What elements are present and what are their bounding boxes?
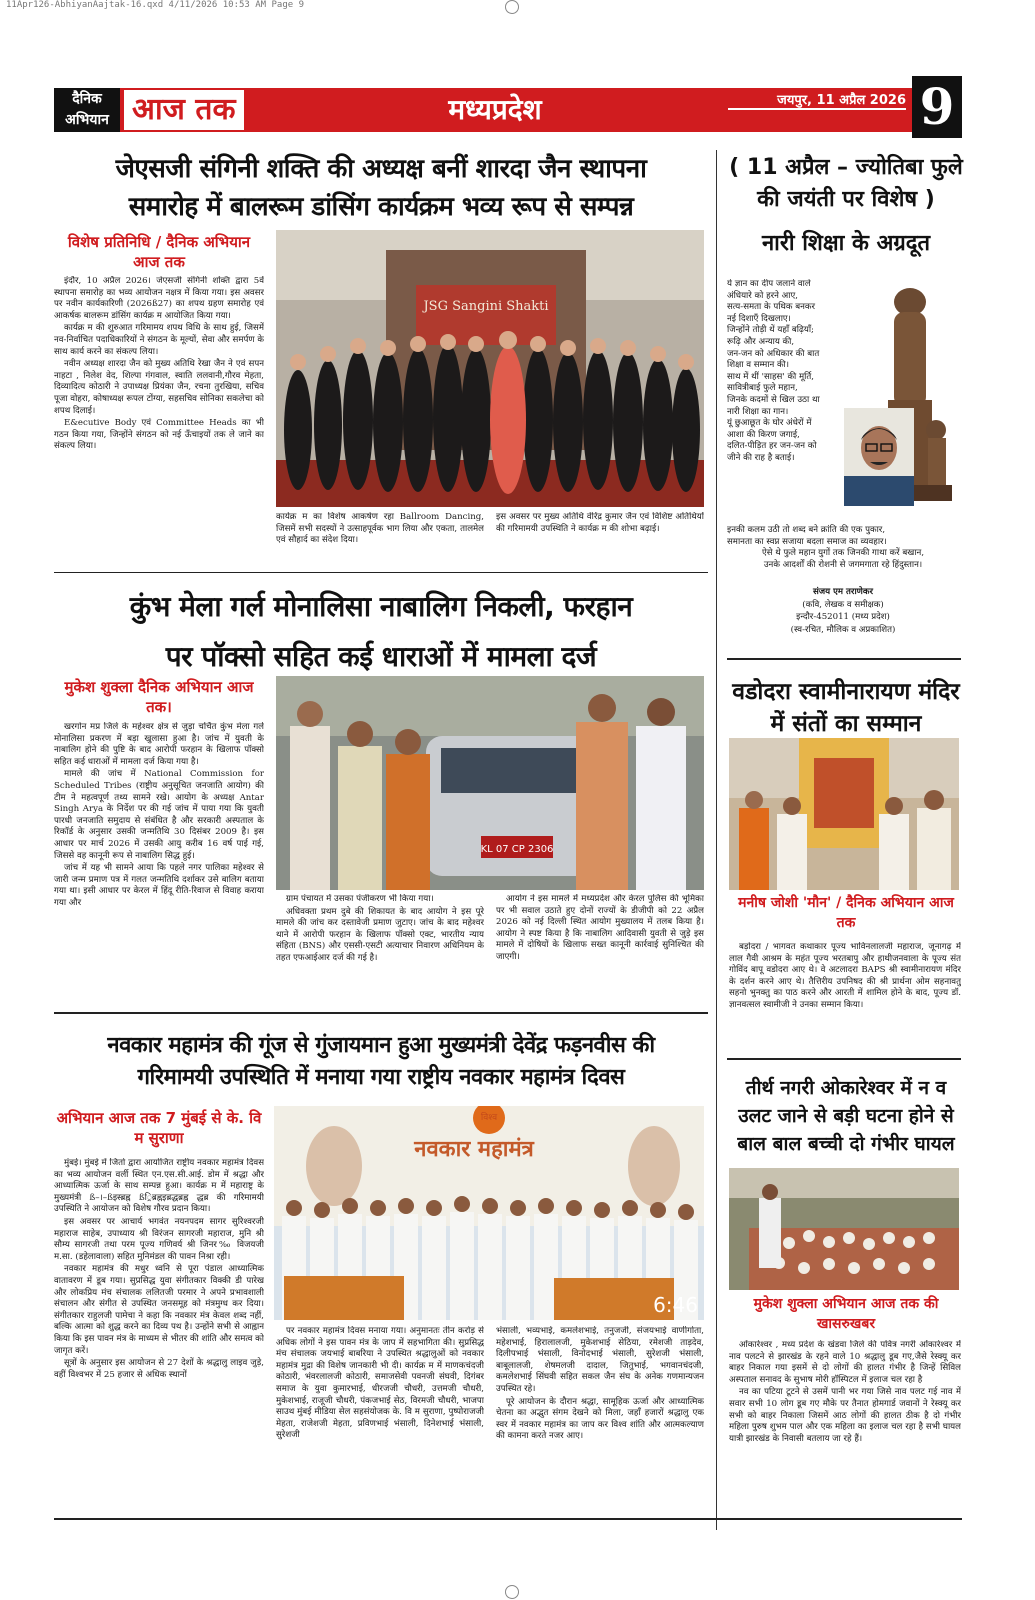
poem-line: शिक्षा व सम्मान की। (727, 360, 790, 371)
side3-headline: तीर्थ नगरी ओकारेश्वर में न व उलट जाने से बड़ी घटना होने से बाल बाल बच्ची दो गंभीर घायल (737, 1077, 955, 1155)
story3-col3-para-1: भंसाली, भव्यभाई, कमलेशभाई, तनुजजी, संजयभाई वाणीगोता, महेशभाई, हिरालालजी, मुकेशभाई सेठिया, रमेशजी ताड़देव, दिलीपभाई भंसाली, विनोदभाई भंसाली, सुरेशजी भंसाली, बाबूलालजी, शेषमलजी दादाल, जितुभाई, भगवानचंदजी, कमलेशभाई सिंघवी सहित सकल जैन संघ के अनेक गणमान्यजन उपस्थित रहे। (496, 1326, 704, 1394)
poem-line: जन-जन को अधिकार की बात (727, 348, 820, 359)
print-slug: 11Apr126-AbhiyanAajtak-16.qxd 4/11/2026 10:53 AM Page 9 (6, 0, 305, 10)
side3-para-1: ओंकारेश्वर , मध्य प्रदेश के खंडवा जिले की पवित्र नगरी ओंकारेश्वर में नाव पलटने से झारखंड के रहने वाले 10 श्रद्धालु डूब गए,जैसे रेस्क्यू कर बाहर निकाल गया इसमें से दो लोगों की हालत गंभीर है जिन्हें सिविल अस्पताल सनावद के सुभाष मोरी हॉस्पिटल में इलाज चल रहा है (729, 1340, 961, 1385)
story-divider-2 (54, 1012, 708, 1014)
story1-headline-line2: समारोह में बालरूम डांसिंग कार्यक्रम भव्य रूप से सम्पन्न (128, 192, 634, 222)
registration-mark-top (505, 0, 519, 14)
side2-byline: मनीष जोशी 'मौन' / दैनिक अभियान आज तक (738, 895, 954, 931)
story2-byline: मुकेश शुक्ला दैनिक अभियान आज तक। (64, 678, 254, 716)
story3-col3-para-2: पूरे आयोजन के दौरान श्रद्धा, सामूहिक ऊर्जा और आध्यात्मिक चेतना का अद्भुत संगम देखने को मिला, जहाँ हजारों श्रद्धालु एक स्वर में नवकार महामंत्र का जाप कर विश्व शांति और आत्मकल्याण की कामना करते नजर आए। (496, 1396, 704, 1442)
story2-body (54, 722, 264, 1004)
registration-mark-bottom (505, 1585, 519, 1599)
poem-line: साथ में थीं 'साहस' की मूर्ति, (727, 371, 814, 382)
story1-para-4: E&ecutive Body एवं Committee Heads का भी गठन किया गया, जिन्होंने संगठन को नई ऊँचाइयों तक ले जाने का संकल्प लिया। (54, 418, 264, 452)
story1-headline-line1: जेएसजी संगिनी शक्ति की अध्यक्ष बनीं शारदा जैन स्थापना (115, 154, 647, 184)
banner-main-text: नवकार महामंत्र (414, 1137, 534, 1162)
bottom-rule (54, 1518, 962, 1520)
poem-line: यूं छुआछूत के घोर अंधेरों में (727, 418, 812, 429)
story2-photo (276, 676, 704, 890)
story2-para-1: खरगोन मप्र जिले के महेश्वर क्षेत्र से जुड़ा चर्चित कुंभ मेला गर्ल मोनालिसा प्रकरण में बड़ा खुलासा हुआ है। जांच में युवती के नाबालिग होने की पुष्टि के बाद आरोपी फरहान के खिलाफ पॉक्सो सहित कई धाराओं में मामला दर्ज किया गया है। (54, 722, 264, 767)
author-photo (844, 408, 914, 506)
story2-headline (54, 582, 708, 682)
story1-caption-1: कार्यक्र म का विशेष आकर्षण रहा Ballroom Dancing, जिसमें सभी सदस्यों ने उत्साहपूर्वक भाग लिया और एकता, तालमेल एवं सौहार्द का संदेश दिया। (276, 512, 484, 546)
author-note: (स्व-रचित, मौलिक व अप्रकाशित) (790, 624, 896, 635)
story2-col3-para-1: आयोग ने इस मामले में मध्यप्रदेश और केरल पुलिस की भूमिका पर भी सवाल उठाते हुए दोनों राज्यों के डीजीपी को 22 अप्रैल 2026 को नई दिल्ली स्थित आयोग मुख्यालय में तलब किया है। आयोग ने स्पष्ट किया है कि नाबालिग आदिवासी युवती से जुड़े इस मामले में दोषियों के खिलाफ सख्त कानूनी कार्रवाई सुनिश्चित की जाएगी। (496, 894, 704, 962)
video-timestamp: 6:46 (653, 1293, 698, 1317)
poem-line: जिन्होंने तोड़ी थें यहाँ बढ़ियाँ; (727, 325, 814, 336)
story2-para-2: मामले की जांच में National Commission for Scheduled Tribes (राष्ट्रीय अनुसूचित जनजाति आयोग) की टीम ने महत्वपूर्ण तथ्य सामने रखे। आयोग के अध्यक्ष Antar Singh Arya के निर्देश पर की गई जांच में पाया गया कि युवती पारधी जनजाति समुदाय से संबंधित है और सरकारी अस्पताल के रिकॉर्ड के अनुसार उसकी जन्मतिथि 30 दिसंबर 2009 है। इस आधार पर मार्च 2026 में उसकी आयु करीब 16 वर्ष पाई गई, जिससे वह कानूनी रूप से नाबालिग सिद्ध हुई। (54, 769, 264, 861)
brand-small-logo (54, 88, 120, 132)
story3-para-4: सूत्रों के अनुसार इस आयोजन से 27 देशों के श्रद्धालु लाइव जुड़े, वहीं विश्वभर में 25 हजार से अधिक स्थानों (54, 1358, 264, 1380)
poem-line: इनकी कलम उठी तो शब्द बने क्रांति की एक पुकार, (727, 525, 886, 535)
poem-line: जीने की राह है बताई। (727, 452, 795, 463)
story3-headline (54, 1030, 708, 1094)
story1-photo (276, 230, 704, 507)
side2-photo (729, 738, 959, 890)
poem-line: समानता का स्वप्न सजाया बदला समाज का व्यवहार। (727, 536, 887, 547)
story3-body (54, 1158, 264, 1514)
story2-col3 (496, 894, 704, 1004)
story3-para-1: मुंबई। मुंबई में जितो द्वारा आयोजित राष्ट्रीय नवकार महामंत्र दिवस का भव्य आयोजन वर्ली स्थित एन.एस.सी.आई. डोम में श्रद्धा और आध्यात्मिक ऊर्जा के साथ सम्पन्न हुआ। कार्यक्र म में महाराष्ट्र के मुख्यमंत्री ß–।–ßइस्ब्रह्न ß्रिब्रह्नइब्रद्धब्रह्न द्धब्र की गरिमामयी उपस्थिति ने आयोजन को विशेष गौरव प्रदान किया। (54, 1158, 264, 1215)
poem-line: नारी शिक्षा का गान। (727, 406, 789, 417)
story3-byline: अभियान आज तक 7 मुंबई से के. वि म सुराणा (56, 1109, 262, 1147)
poem-line: सत्य-समता के पथिक बनकर (727, 302, 816, 313)
author-role: (कवि, लेखक व समीक्षक) (802, 599, 884, 610)
poem-line: जिनके कदमों से खिल उठा था (727, 394, 820, 405)
side-divider-2 (727, 1058, 961, 1060)
poem-line: दलित-पीड़ित हर जन-जन को (727, 441, 817, 452)
story2-para-3: जांच में यह भी सामने आया कि पहले नगर पालिका महेश्वर से जारी जन्म प्रमाण पत्र में गलत जन्मतिथि दर्शाकर उसे बालिग बताया गया था। इसी आधार पर केरल में हिंदू रीति-रिवाज से विवाह कराया गया और (54, 863, 264, 908)
dateline: जयपुर, 11 अप्रैल 2026 (728, 92, 906, 110)
story-divider-1 (54, 572, 708, 573)
story1-headline (54, 150, 708, 226)
brand-main-logo: आज तक (124, 90, 244, 130)
side1-poem (727, 279, 845, 465)
side1-headline-1: ( 11 अप्रैल – ज्योतिबा फुले की जयंती पर विशेष ) (729, 155, 963, 212)
side1-headline-2: नारी शिक्षा के अग्रदूत (761, 231, 931, 256)
story1-body (54, 276, 264, 552)
story2-headline-line2: पर पॉक्सो सहित कई धाराओं में मामला दर्ज (165, 640, 597, 673)
story2-col2 (276, 894, 484, 1004)
page-number: 9 (912, 76, 962, 138)
story3-headline-line2: गरिमामयी उपस्थिति में मनाया गया राष्ट्रीय नवकार महामंत्र दिवस (137, 1065, 625, 1090)
brand-bottom: अभियान (65, 112, 109, 128)
story3-headline-line1: नवकार महामंत्र की गूंज से गुंजायमान हुआ मुख्यमंत्री देवेंद्र फड़नवीस की (107, 1033, 655, 1058)
author-city: इन्दौर-452011 (मध्य प्रदेश) (796, 612, 890, 622)
poem-line: आशा की किरण जगाई, (727, 429, 800, 440)
brand-top: दैनिक (72, 91, 102, 107)
photo-banner-text: JSG Sangini Shakti (423, 299, 549, 314)
story1-byline: विशेष प्रतिनिधि / दैनिक अभियान आज तक (67, 233, 251, 271)
story1-caption-2: इस अवसर पर मुख्य अतिथि वीरेंद्र कुमार जैन एवं विशिष्ट अतिथियों की गरिमामयी उपस्थिति ने कार्यक्र म की शोभा बढ़ाई। (496, 512, 704, 534)
poem-line: ऐसे थे फुले महान युगों तक जिनकी गाथा करें बखान, (761, 548, 925, 559)
story1-para-1: इंदौर, 10 अप्रैल 2026। जेएसजी संगिनी शक्ति द्वारा 5वें स्थापना समारोह का भव्य आयोजन नक्षत्र में किया गया। इस अवसर पर नवीन कार्यकारिणी (2026ß27) का शपथ ग्रहण समारोह एवं आकर्षक बालरूम डांसिंग कार्यक्र म आयोजित किया गया। (54, 276, 264, 321)
side3-para-2: नव का पटिया टूटने से उसमें पानी भर गया जिसे नाव पलट गई नाव में सवार सभी 10 लोग डूब गए मौके पर तैनात होमगार्ड जवानों ने रेस्क्यू कर सभी को बाहर निकाला जिसमें आठ लोगों की हालत ठीक है दो गंभीर महिला पुरुष शुभम पाल और एक महिला का इलाज चल रहा है सभी घायल यात्री झारखंड के निवासी बतलाय जा रहे हैं। (729, 1387, 961, 1444)
story2-col2-para-2: अधिवक्ता प्रथम दुबे की शिकायत के बाद आयोग ने इस पूरे मामले की जांच कर दस्तावेजी प्रमाण जुटाए। जांच के बाद महेश्वर थाने में आरोपी फरहान के खिलाफ पॉक्सो एक्ट, भारतीय न्याय संहिता (BNS) और एससी-एसटी अत्याचार निवारण अधिनियम के तहत एफआईआर दर्ज की गई है। (276, 906, 484, 963)
author-name: संजय एम तराणेकर (812, 587, 873, 597)
poem-line: उनके आदर्शों की रोशनी से जगमगाता रहे हिंदुस्तान। (763, 559, 923, 570)
author-signature (727, 586, 959, 636)
story1-para-3: नवीन अध्यक्ष शारदा जैन को मुख्य अतिथि रेखा जैन ने एवं सपन नाहटा , निलेश वेद, शिल्पा गंगवाल, स्वाति ललवानी,गौरव मेहता, दिव्यादित्य कोठारी ने उपाध्यक्ष प्रियंका जैन, रचना तुरखिया, सचिव पूजा वोहरा, कोषाध्यक्ष रूपल टोंग्या, सहसचिव सोनिका सकलेचा को शपथ दिलाई। (54, 359, 264, 416)
banner-top-text: विश्व (480, 1113, 498, 1123)
side2-body (729, 942, 961, 1048)
plate-text: KL 07 CP 2306 (480, 844, 554, 855)
story3-col2 (276, 1326, 484, 1514)
story3-col2-para: पर नवकार महामंत्र दिवस मनाया गया। अनुमानतः तीन करोड़ से अधिक लोगों ने इस पावन मंत्र के जाप में सहभागिता की। सुप्रसिद्ध मंच संचालक जयभाई बाबरिया ने उपस्थित श्रद्धालुओं को नवकार महामंत्र मुद्रा की विशेष जानकारी भी दी। कार्यक्र म में माणकचंदजी कोठारी, भंवरलालजी कोठारी, समाजसेवी पवनजी संघवी, दिगंबर समाज के युवा कुमारभाई, धीरजजी चौधरी, उत्तमजी चौधरी, मुकेशभाई, राजूजी चौधरी, पंकजभाई सेठ, विरमजी चौधरी, भाजपा साउथ मुंबई मीडिया सेल सहसंयोजक के. वि म सुराणा, पुष्पोराजजी मेहता, राजेशजी मेहता, प्रविणभाई भंसाली, दिनेशभाई भंसाली, सुरेशजी (276, 1326, 484, 1441)
side3-photo (729, 1168, 959, 1290)
section-label: मध्यप्रदेश (448, 93, 542, 126)
story3-photo (274, 1106, 704, 1320)
poem-line: अंधियारे को हरने आए, (727, 290, 798, 301)
side2-para: बड़ोदरा / भागवत कथाकार पूज्य भाविनलालजी महाराज, जूनागढ़ में लाल गैवी आश्रम के महंत पूज्य भरतबापु और हाथीजनवाला के पूज्य संत गोविंद बापू वडोदरा आए थे। वे अटलादरा BAPS श्री स्वामीनारायण मंदिर के दर्शन करने आए थे। तैत्तिरीय उपनिषद की श्री प्रार्थना ओम सहनावतु सहनो भुनक्तु का पाठ करने और आरती में शामिल होने के बाद, पूज्य डॉ. ज्ञानवत्सल स्वामीजी ने उनका सम्मान किया। (729, 942, 961, 1010)
story3-col3 (496, 1326, 704, 1514)
poem-line: नई दिशाएँ दिखलाए। (727, 313, 791, 324)
side3-byline: मुकेश शुक्ला अभियान आज तक की खासरुखबर (753, 1296, 939, 1332)
side3-body (729, 1340, 961, 1514)
story2-col2-para-1: ग्राम पंचायत में उसका पंजीकरण भी किया गया। (286, 894, 434, 904)
side2-headline: वडोदरा स्वामीनारायण मंदिर में संतों का सम्मान (732, 679, 960, 737)
story3-para-2: इस अवसर पर आचार्य भगवंत नयनपदम सागर सुरिश्वरजी महाराज साहेब, उपाध्याय श्री विरंजन सागरजी महाराज, मुनि श्री सौम्य सागरजी तथा परम पूज्य गणिवर्य श्री जिनर‰ विजयजी म.सा. (डहेलावाला) सहित मुनिमंडल की पावन निश्रा रही। (54, 1216, 264, 1262)
poem-line: सावित्रीबाई फुले महान, (727, 383, 798, 394)
side1-poem-tail (727, 525, 959, 571)
poem-line: ये ज्ञान का दीप जलाने वाले (727, 279, 811, 289)
column-divider (716, 150, 717, 1530)
story1-para-2: कार्यक्र म की शुरुआत गरिमामय शपथ विधि के साथ हुई, जिसमें नव-निर्वाचित पदाधिकारियों ने संगठन के मूल्यों, सेवा और समर्पण के साथ कार्य करने का संकल्प लिया। (54, 323, 264, 357)
poem-line: रूढ़ि और अन्याय की, (727, 336, 795, 347)
side-divider-1 (727, 658, 961, 660)
story3-para-3: नवकार महामंत्र की मधुर ध्वनि से पूरा पंडाल आध्यात्मिक वातावरण में डूब गया। सुप्रसिद्ध युवा संगीतकार विक्की डी पारेख और लोकप्रिय मंच संचालक ललितजी परमार ने अपने प्रभावशाली संचालन और संगीत से उपस्थित जनसमूह को मंत्रमुग्ध कर दिया। संगीतकार राहुलजी पामेचा ने कहा कि नवकार मंत्र केवल शब्द नहीं, बल्कि आत्मा को शुद्ध करने का दिव्य पथ है। उन्होंने सभी से आह्वान किया कि इस पावन मंत्र के माध्यम से भीतर की शांति और समत्व को जागृत करें। (54, 1264, 264, 1356)
story2-headline-line1: कुंभ मेला गर्ल मोनालिसा नाबालिग निकली, फरहान (129, 590, 633, 623)
